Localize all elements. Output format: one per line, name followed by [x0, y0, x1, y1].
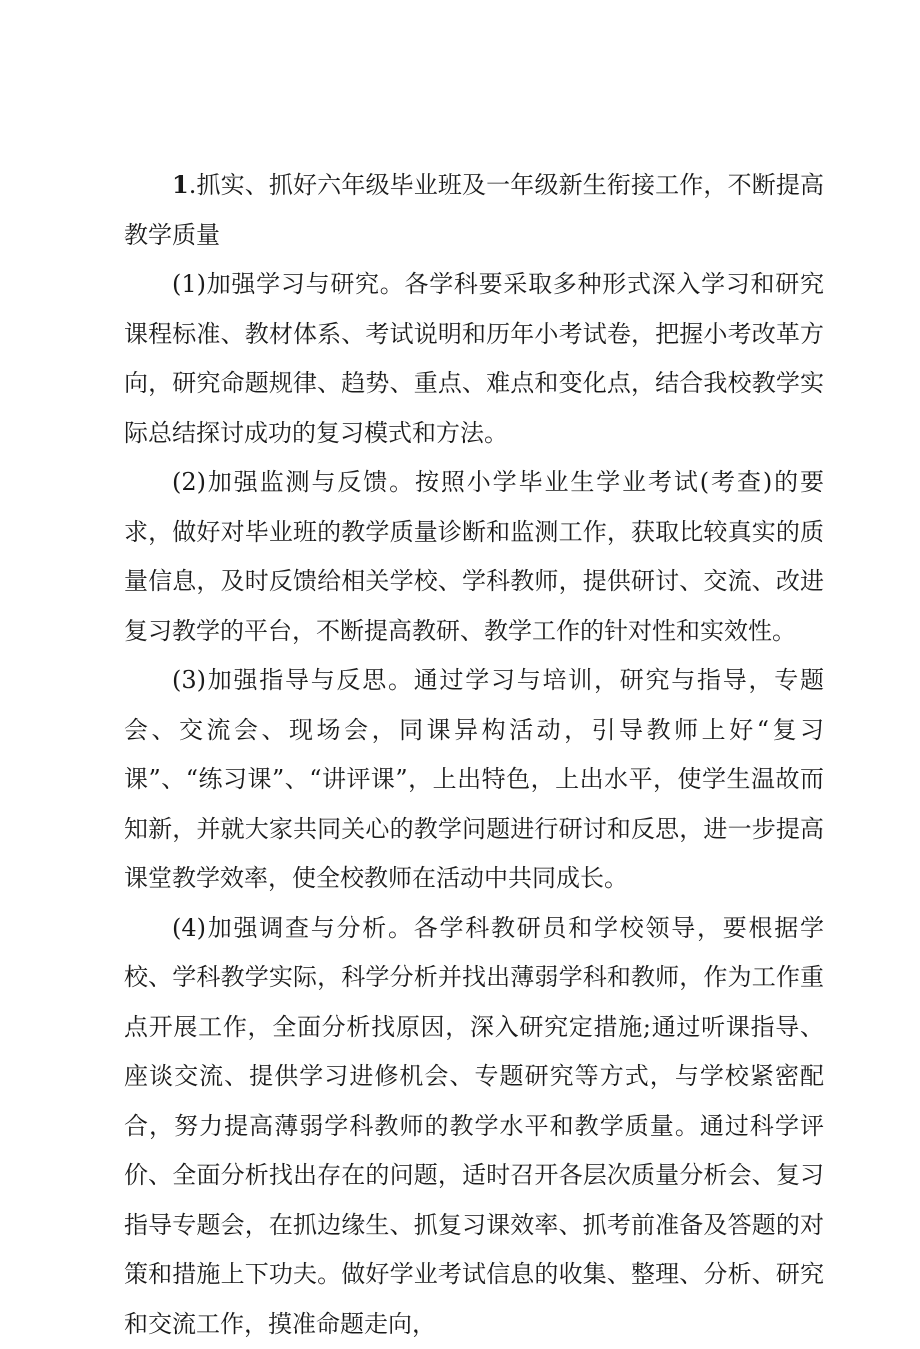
paragraph-3: (3)加强指导与反思。通过学习与培训，研究与指导，专题会、交流会、现场会，同课异构活动，引导教师上好“复习课”、“练习课”、“讲评课”，上出特色，上出水平，使学生温故而知新，并就大家共同关心的教学问题进行研讨和反思，进一步提高课堂教学效率，使全校教师在活动中共同成长。 [124, 656, 824, 904]
paragraph-1: (1)加强学习与研究。各学科要采取多种形式深入学习和研究课程标准、教材体系、考试说明和历年小考试卷，把握小考改革方向，研究命题规律、趋势、重点、难点和变化点，结合我校教学实际总结探讨成功的复习模式和方法。 [124, 260, 824, 458]
section-heading-text: .抓实、抓好六年级毕业班及一年级新生衔接工作，不断提高教学质量 [124, 171, 824, 249]
document-body [124, 160, 824, 1349]
section-number: 1 [172, 170, 189, 199]
section-heading [124, 160, 824, 260]
paragraph-2: (2)加强监测与反馈。按照小学毕业生学业考试(考查)的要求，做好对毕业班的教学质量诊断和监测工作，获取比较真实的质量信息，及时反馈给相关学校、学科教师，提供研讨、交流、改进复习教学的平台，不断提高教研、教学工作的针对性和实效性。 [124, 458, 824, 656]
paragraph-4: (4)加强调查与分析。各学科教研员和学校领导，要根据学校、学科教学实际，科学分析并找出薄弱学科和教师，作为工作重点开展工作，全面分析找原因，深入研究定措施;通过听课指导、座谈交流、提供学习进修机会、专题研究等方式，与学校紧密配合，努力提高薄弱学科教师的教学水平和教学质量。通过科学评价、全面分析找出存在的问题，适时召开各层次质量分析会、复习指导专题会，在抓边缘生、抓复习课效率、抓考前准备及答题的对策和措施上下功夫。做好学业考试信息的收集、整理、分析、研究和交流工作，摸准命题走向， [124, 904, 824, 1349]
